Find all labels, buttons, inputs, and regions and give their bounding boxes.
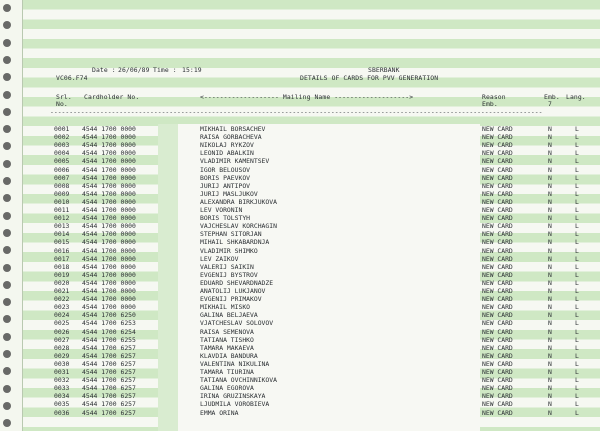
row-0002-reason: NEW CARD bbox=[482, 133, 513, 142]
feed-hole bbox=[3, 91, 11, 99]
row-0012-emb: N bbox=[548, 214, 552, 223]
row-0011-card: 4544 1700 0000 bbox=[82, 206, 136, 214]
row-0028-reason: NEW CARD bbox=[482, 343, 513, 352]
row-0033-name: GALINA EGOROVA bbox=[200, 384, 254, 393]
row-0004-card: 4544 1700 0000 bbox=[82, 149, 136, 158]
row-0025-reason: NEW CARD bbox=[482, 319, 513, 328]
row-0012-name: BORIS TOLSTYH bbox=[200, 214, 251, 223]
row-0036-reason: NEW CARD bbox=[482, 408, 513, 417]
row-0004-name: LEONID ABALKIN bbox=[200, 149, 254, 158]
col-reason: Reason bbox=[482, 93, 506, 101]
row-0034-name: IRINA GRUZINSKAYA bbox=[200, 392, 266, 401]
row-0032-reason: NEW CARD bbox=[482, 376, 513, 385]
row-0009-reason: NEW CARD bbox=[482, 189, 513, 198]
col-lang: Lang. bbox=[566, 93, 586, 101]
row-0020-name: EDUARD SHEVARDNADZE bbox=[200, 278, 274, 287]
row-0024-card: 4544 1700 6250 bbox=[82, 311, 136, 320]
row-0026-name: RAISA SEMENOVA bbox=[200, 327, 254, 336]
row-0017-card: 4544 1700 0000 bbox=[82, 254, 136, 263]
row-0033-lang: L bbox=[575, 384, 579, 393]
row-0029-reason: NEW CARD bbox=[482, 351, 513, 360]
row-0003-emb: N bbox=[548, 141, 552, 150]
feed-hole bbox=[3, 160, 11, 168]
row-0020-srl: 0020 bbox=[54, 278, 70, 287]
row-0019-lang: L bbox=[575, 270, 579, 279]
row-0008-name: JURIJ ANTIPOV bbox=[200, 181, 251, 190]
time-label: Time : bbox=[153, 66, 177, 74]
row-0006-card: 4544 1700 0000 bbox=[82, 165, 136, 174]
row-0018-srl: 0018 bbox=[54, 262, 70, 271]
row-0019-name: EVGENIJ BYSTROV bbox=[200, 270, 258, 279]
row-0011-reason: NEW CARD bbox=[482, 206, 513, 214]
row-0024-name: GALINA BELJAEVA bbox=[200, 311, 258, 320]
feed-hole bbox=[3, 177, 11, 185]
feed-hole bbox=[3, 350, 11, 358]
row-0035-emb: N bbox=[548, 400, 552, 409]
row-0023-name: MIKHAIL MISKO bbox=[200, 303, 251, 312]
row-0015-lang: L bbox=[575, 238, 579, 247]
row-0035-card: 4544 1700 6257 bbox=[82, 400, 136, 409]
row-0010-emb: N bbox=[548, 197, 552, 206]
row-0029-card: 4544 1700 6257 bbox=[82, 351, 136, 360]
row-0005-lang: L bbox=[575, 157, 579, 166]
row-0003-lang: L bbox=[575, 141, 579, 150]
row-0015-card: 4544 1700 0000 bbox=[82, 238, 136, 247]
row-0022-card: 4544 1700 0000 bbox=[82, 295, 136, 304]
row-0029-srl: 0029 bbox=[54, 351, 70, 360]
row-0022-srl: 0022 bbox=[54, 295, 70, 304]
row-0017-name: LEV ZAIKOV bbox=[200, 254, 239, 263]
col-mailing-name: <------------------- Mailing Name -------------------> bbox=[200, 93, 414, 101]
row-0033-reason: NEW CARD bbox=[482, 384, 513, 393]
row-0001-emb: N bbox=[548, 125, 552, 133]
row-0011-emb: N bbox=[548, 206, 552, 214]
row-0016-lang: L bbox=[575, 246, 579, 255]
row-0005-emb: N bbox=[548, 157, 552, 166]
row-0024-emb: N bbox=[548, 311, 552, 320]
time-value: 15:19 bbox=[182, 66, 202, 74]
row-0002-srl: 0002 bbox=[54, 133, 70, 142]
row-0034-srl: 0034 bbox=[54, 392, 70, 401]
feed-hole bbox=[3, 212, 11, 220]
row-0023-srl: 0023 bbox=[54, 303, 70, 312]
row-0036-name: EMMA ORINA bbox=[200, 408, 239, 417]
row-0004-reason: NEW CARD bbox=[482, 149, 513, 158]
row-0021-reason: NEW CARD bbox=[482, 287, 513, 295]
row-0010-name: ALEXANDRA BIRKJUKOVA bbox=[200, 197, 277, 206]
row-0025-name: VJATCHESLAV SOLOVOV bbox=[200, 319, 274, 328]
row-0011-srl: 0011 bbox=[54, 206, 70, 214]
row-0034-card: 4544 1700 6257 bbox=[82, 392, 136, 401]
row-0019-card: 4544 1700 0000 bbox=[82, 270, 136, 279]
row-0012-lang: L bbox=[575, 214, 579, 223]
row-0032-srl: 0032 bbox=[54, 376, 70, 385]
row-0026-reason: NEW CARD bbox=[482, 327, 513, 336]
row-0018-card: 4544 1700 0000 bbox=[82, 262, 136, 271]
row-0020-card: 4544 1700 0000 bbox=[82, 278, 136, 287]
row-0017-emb: N bbox=[548, 254, 552, 263]
row-0030-reason: NEW CARD bbox=[482, 359, 513, 368]
row-0022-name: EVGENIJ PRIMAKOV bbox=[200, 295, 262, 304]
row-0001-lang: L bbox=[575, 125, 579, 133]
row-0019-reason: NEW CARD bbox=[482, 270, 513, 279]
row-0006-reason: NEW CARD bbox=[482, 165, 513, 174]
row-0007-emb: N bbox=[548, 173, 552, 182]
row-0030-emb: N bbox=[548, 359, 552, 368]
row-0008-srl: 0008 bbox=[54, 181, 70, 190]
row-0036-emb: N bbox=[548, 408, 552, 417]
row-0025-srl: 0025 bbox=[54, 319, 70, 328]
row-0016-reason: NEW CARD bbox=[482, 246, 513, 255]
row-0017-lang: L bbox=[575, 254, 579, 263]
row-0020-lang: L bbox=[575, 278, 579, 287]
row-0032-emb: N bbox=[548, 376, 552, 385]
row-0023-reason: NEW CARD bbox=[482, 303, 513, 312]
row-0031-card: 4544 1700 6257 bbox=[82, 368, 136, 376]
row-0014-reason: NEW CARD bbox=[482, 230, 513, 239]
row-0007-name: BORIS PAEVKOV bbox=[200, 173, 251, 182]
feed-hole bbox=[3, 281, 11, 289]
row-0002-lang: L bbox=[575, 133, 579, 142]
row-0030-lang: L bbox=[575, 359, 579, 368]
row-0026-emb: N bbox=[548, 327, 552, 336]
row-0027-reason: NEW CARD bbox=[482, 335, 513, 344]
row-0028-card: 4544 1700 6257 bbox=[82, 343, 136, 352]
row-0006-lang: L bbox=[575, 165, 579, 174]
row-0025-card: 4544 1700 6253 bbox=[82, 319, 136, 328]
row-0021-card: 4544 1700 0000 bbox=[82, 287, 136, 295]
date-value: 26/06/89 bbox=[118, 66, 150, 74]
col-cardholder: Cardholder No. bbox=[84, 93, 140, 101]
col-srl: Srl. bbox=[56, 93, 72, 101]
row-0018-name: VALERIJ SAIKIN bbox=[200, 262, 254, 271]
row-0030-name: VALENTINA NIKULINA bbox=[200, 359, 270, 368]
row-0005-name: VLADIMIR KAMENTSEV bbox=[200, 157, 270, 166]
report-code: VC06.F74 bbox=[56, 74, 88, 82]
feed-hole bbox=[3, 39, 11, 47]
row-0011-lang: L bbox=[575, 206, 579, 214]
bank-name: SBERBANK bbox=[368, 66, 400, 74]
row-0034-lang: L bbox=[575, 392, 579, 401]
row-0030-srl: 0030 bbox=[54, 359, 70, 368]
row-0006-emb: N bbox=[548, 165, 552, 174]
col-reason-emb: Emb. bbox=[482, 100, 498, 108]
row-0010-card: 4544 1700 0000 bbox=[82, 197, 136, 206]
row-0002-name: RAISA GORBACHEVA bbox=[200, 133, 262, 142]
row-0017-reason: NEW CARD bbox=[482, 254, 513, 263]
row-0023-emb: N bbox=[548, 303, 552, 312]
row-0016-emb: N bbox=[548, 246, 552, 255]
feed-hole bbox=[3, 4, 11, 12]
row-0024-lang: L bbox=[575, 311, 579, 320]
row-0013-emb: N bbox=[548, 222, 552, 231]
row-0024-srl: 0024 bbox=[54, 311, 70, 320]
row-0008-card: 4544 1700 0000 bbox=[82, 181, 136, 190]
row-0027-srl: 0027 bbox=[54, 335, 70, 344]
row-0009-emb: N bbox=[548, 189, 552, 198]
row-0028-name: TAMARA MAKAEVA bbox=[200, 343, 254, 352]
feed-hole bbox=[3, 229, 11, 237]
row-0010-lang: L bbox=[575, 197, 579, 206]
card-suffix-panel bbox=[158, 124, 178, 431]
row-0029-lang: L bbox=[575, 351, 579, 360]
col-no: No. bbox=[56, 100, 68, 108]
row-0032-name: TATIANA OVCHINNIKOVA bbox=[200, 376, 277, 385]
row-0027-lang: L bbox=[575, 335, 579, 344]
row-0033-emb: N bbox=[548, 384, 552, 393]
col-emb-count: 7 bbox=[548, 100, 552, 108]
row-0004-lang: L bbox=[575, 149, 579, 158]
row-0035-lang: L bbox=[575, 400, 579, 409]
row-0008-reason: NEW CARD bbox=[482, 181, 513, 190]
row-0019-emb: N bbox=[548, 270, 552, 279]
row-0035-name: LJUDMILA VOROBIEVA bbox=[200, 400, 270, 409]
row-0027-name: TATIANA TISHKO bbox=[200, 335, 254, 344]
row-0017-srl: 0017 bbox=[54, 254, 70, 263]
row-0013-srl: 0013 bbox=[54, 222, 70, 231]
row-0013-reason: NEW CARD bbox=[482, 222, 513, 231]
row-0007-lang: L bbox=[575, 173, 579, 182]
row-0036-card: 4544 1700 6257 bbox=[82, 408, 136, 417]
row-0005-srl: 0005 bbox=[54, 157, 70, 166]
row-0028-lang: L bbox=[575, 343, 579, 352]
row-0022-lang: L bbox=[575, 295, 579, 304]
row-0006-name: IGOR BELOUSOV bbox=[200, 165, 251, 174]
row-0007-reason: NEW CARD bbox=[482, 173, 513, 182]
row-0014-srl: 0014 bbox=[54, 230, 70, 239]
row-0035-srl: 0035 bbox=[54, 400, 70, 409]
row-0036-lang: L bbox=[575, 408, 579, 417]
row-0016-card: 4544 1700 0000 bbox=[82, 246, 136, 255]
row-0034-emb: N bbox=[548, 392, 552, 401]
row-0001-card: 4544 1700 0000 bbox=[82, 125, 136, 133]
row-0003-name: NIKOLAJ RYKZOV bbox=[200, 141, 254, 150]
row-0015-name: MIHAIL SHKABARDNJA bbox=[200, 238, 270, 247]
row-0034-reason: NEW CARD bbox=[482, 392, 513, 401]
row-0009-lang: L bbox=[575, 189, 579, 198]
row-0031-emb: N bbox=[548, 368, 552, 376]
row-0013-card: 4544 1700 0000 bbox=[82, 222, 136, 231]
feed-hole bbox=[3, 264, 11, 272]
row-0008-emb: N bbox=[548, 181, 552, 190]
row-0014-emb: N bbox=[548, 230, 552, 239]
row-0005-reason: NEW CARD bbox=[482, 157, 513, 166]
row-0021-srl: 0021 bbox=[54, 287, 70, 295]
row-0028-srl: 0028 bbox=[54, 343, 70, 352]
row-0036-srl: 0036 bbox=[54, 408, 70, 417]
row-0012-srl: 0012 bbox=[54, 214, 70, 223]
row-0008-lang: L bbox=[575, 181, 579, 190]
feed-hole bbox=[3, 108, 11, 116]
row-0002-emb: N bbox=[548, 133, 552, 142]
feed-hole bbox=[3, 385, 11, 393]
row-0025-emb: N bbox=[548, 319, 552, 328]
row-0018-reason: NEW CARD bbox=[482, 262, 513, 271]
row-0012-reason: NEW CARD bbox=[482, 214, 513, 223]
row-0015-emb: N bbox=[548, 238, 552, 247]
row-0025-lang: L bbox=[575, 319, 579, 328]
header-rule: -------------------------------------------------------------------------------------------------------------------------------- bbox=[50, 108, 543, 116]
row-0011-name: LEV VORONIN bbox=[200, 206, 243, 214]
row-0031-lang: L bbox=[575, 368, 579, 376]
row-0010-reason: NEW CARD bbox=[482, 197, 513, 206]
row-0027-emb: N bbox=[548, 335, 552, 344]
row-0014-card: 4544 1700 0000 bbox=[82, 230, 136, 239]
row-0001-srl: 0001 bbox=[54, 125, 70, 133]
row-0018-lang: L bbox=[575, 262, 579, 271]
row-0020-reason: NEW CARD bbox=[482, 278, 513, 287]
col-emb: Emb. bbox=[544, 93, 560, 101]
row-0026-srl: 0026 bbox=[54, 327, 70, 336]
row-0032-lang: L bbox=[575, 376, 579, 385]
row-0028-emb: N bbox=[548, 343, 552, 352]
feed-hole bbox=[3, 333, 11, 341]
row-0010-srl: 0010 bbox=[54, 197, 70, 206]
row-0007-card: 4544 1700 0000 bbox=[82, 173, 136, 182]
row-0033-srl: 0033 bbox=[54, 384, 70, 393]
row-0004-srl: 0004 bbox=[54, 149, 70, 158]
row-0026-lang: L bbox=[575, 327, 579, 336]
row-0016-name: VLADIMIR SHIMKO bbox=[200, 246, 258, 255]
row-0018-emb: N bbox=[548, 262, 552, 271]
row-0014-lang: L bbox=[575, 230, 579, 239]
row-0032-card: 4544 1700 6257 bbox=[82, 376, 136, 385]
row-0013-lang: L bbox=[575, 222, 579, 231]
row-0027-card: 4544 1700 6255 bbox=[82, 335, 136, 344]
report-title: DETAILS OF CARDS FOR PVV GENERATION bbox=[300, 74, 439, 82]
row-0001-name: MIKHAIL BORSACHEV bbox=[200, 125, 266, 133]
row-0024-reason: NEW CARD bbox=[482, 311, 513, 320]
row-0012-card: 4544 1700 0000 bbox=[82, 214, 136, 223]
row-0022-emb: N bbox=[548, 295, 552, 304]
row-0015-srl: 0015 bbox=[54, 238, 70, 247]
row-0026-card: 4544 1700 6254 bbox=[82, 327, 136, 336]
row-0003-card: 4544 1700 0000 bbox=[82, 141, 136, 150]
row-0030-card: 4544 1700 6257 bbox=[82, 359, 136, 368]
row-0029-emb: N bbox=[548, 351, 552, 360]
row-0021-name: ANATOLIJ LUKJANOV bbox=[200, 287, 266, 295]
row-0031-name: TAMARA TIURINA bbox=[200, 368, 254, 376]
row-0009-srl: 0009 bbox=[54, 189, 70, 198]
row-0002-card: 4544 1700 0000 bbox=[82, 133, 136, 142]
row-0001-reason: NEW CARD bbox=[482, 125, 513, 133]
row-0003-reason: NEW CARD bbox=[482, 141, 513, 150]
row-0009-card: 4544 1700 0000 bbox=[82, 189, 136, 198]
row-0014-name: STEPHAN SITORJAN bbox=[200, 230, 262, 239]
feed-hole bbox=[3, 402, 11, 410]
row-0016-srl: 0016 bbox=[54, 246, 70, 255]
row-0022-reason: NEW CARD bbox=[482, 295, 513, 304]
row-0007-srl: 0007 bbox=[54, 173, 70, 182]
row-0023-lang: L bbox=[575, 303, 579, 312]
row-0013-name: VAJCHESLAV KORCHAGIN bbox=[200, 222, 277, 231]
date-label: Date : bbox=[92, 66, 116, 74]
row-0031-reason: NEW CARD bbox=[482, 368, 513, 376]
row-0033-card: 4544 1700 6257 bbox=[82, 384, 136, 393]
row-0031-srl: 0031 bbox=[54, 368, 70, 376]
row-0035-reason: NEW CARD bbox=[482, 400, 513, 409]
row-0021-emb: N bbox=[548, 287, 552, 295]
row-0009-name: JURIJ MASLJUKOV bbox=[200, 189, 258, 198]
row-0020-emb: N bbox=[548, 278, 552, 287]
row-0005-card: 4544 1700 0000 bbox=[82, 157, 136, 166]
row-0015-reason: NEW CARD bbox=[482, 238, 513, 247]
row-0021-lang: L bbox=[575, 287, 579, 295]
row-0004-emb: N bbox=[548, 149, 552, 158]
row-0023-card: 4544 1700 0000 bbox=[82, 303, 136, 312]
row-0003-srl: 0003 bbox=[54, 141, 70, 150]
row-0019-srl: 0019 bbox=[54, 270, 70, 279]
feed-hole bbox=[3, 56, 11, 64]
row-0029-name: KLAVDIA BANDURA bbox=[200, 351, 258, 360]
row-0006-srl: 0006 bbox=[54, 165, 70, 174]
